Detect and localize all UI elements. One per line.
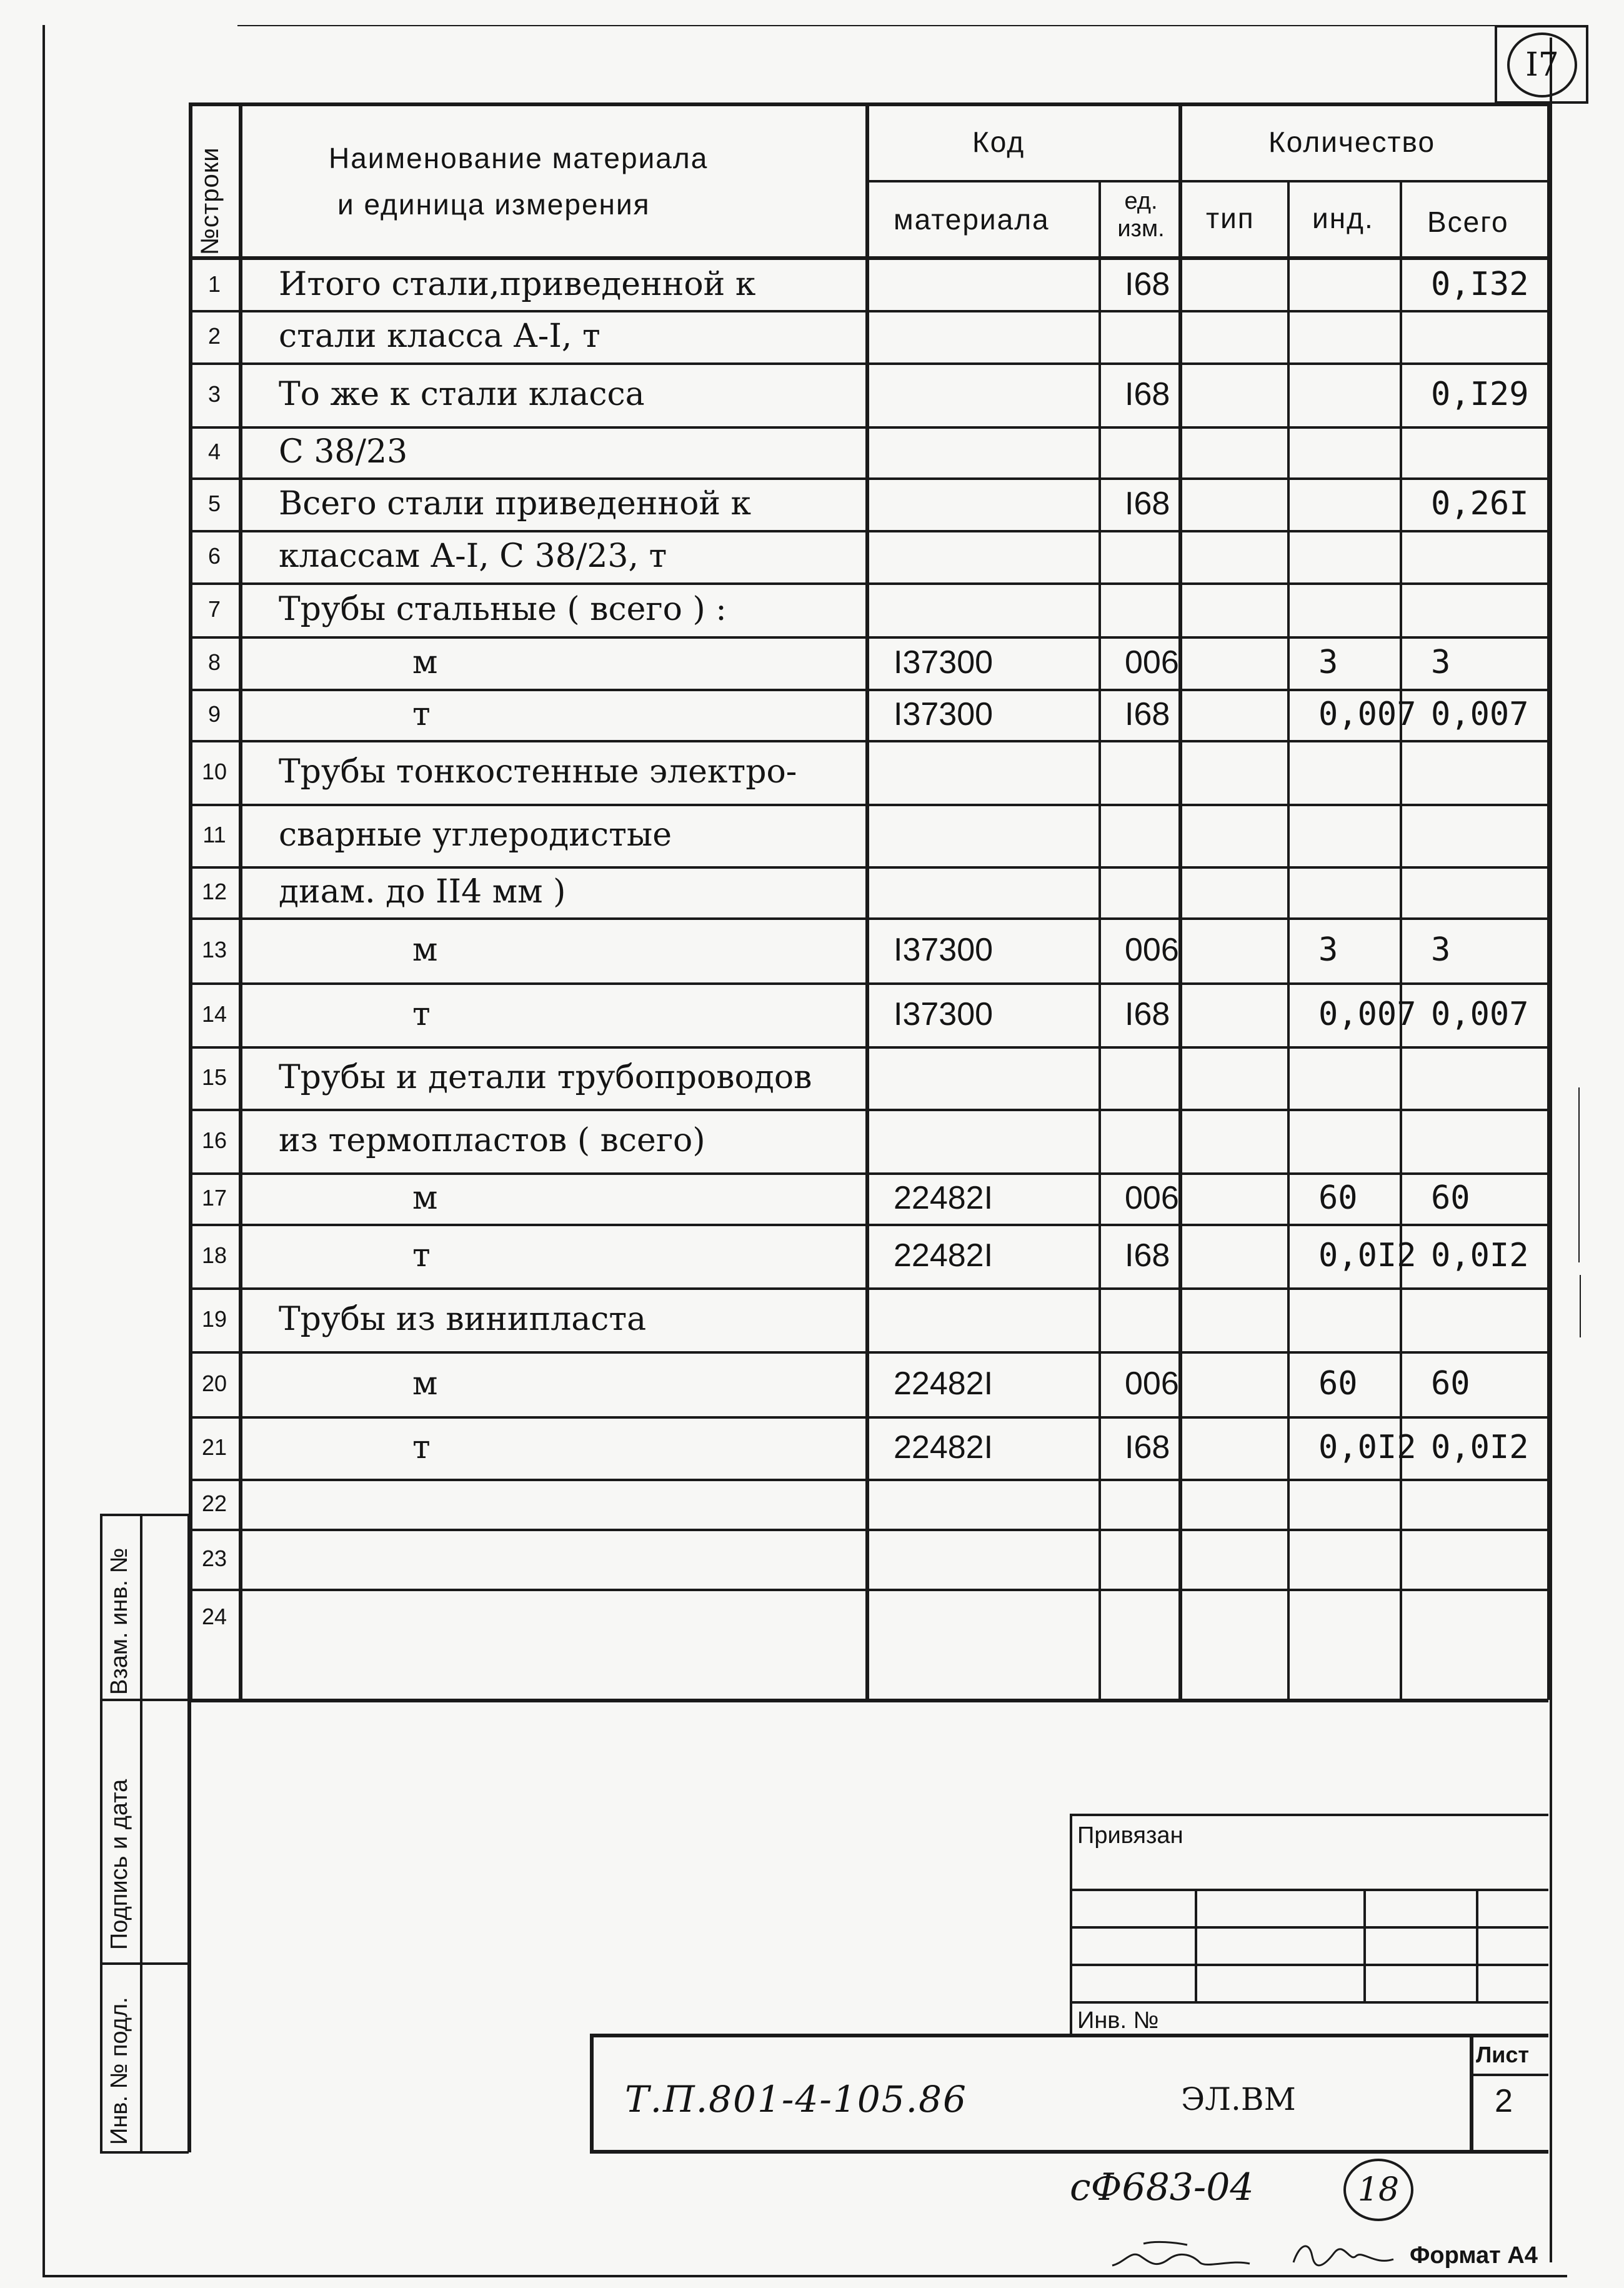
row-total: 3	[1431, 931, 1451, 969]
title-inv-no: Инв. №	[1077, 2007, 1159, 2034]
bottom-border	[42, 2275, 1567, 2277]
row-code: I37300	[894, 996, 994, 1032]
title-privyazan-top	[1070, 1814, 1548, 1816]
row-code: 22482I	[894, 1429, 994, 1466]
row-number: 9	[207, 701, 221, 727]
title-sheet-mid	[1470, 2074, 1548, 2076]
row-name: стали класса А-I, т	[279, 317, 600, 355]
footer-archive-code: сФ683-04	[1070, 2166, 1254, 2209]
row-number: 23	[201, 1546, 227, 1571]
row-separator	[189, 1287, 1548, 1290]
row-name: т	[412, 1429, 431, 1466]
row-total: 3	[1431, 644, 1451, 681]
title-main-bottom	[590, 2150, 1548, 2154]
row-name: Трубы стальные ( всего ) :	[279, 591, 727, 628]
title-mark: ЭЛ.ВМ	[1181, 2081, 1296, 2117]
row-separator	[189, 804, 1548, 806]
row-number: 21	[201, 1434, 227, 1460]
title-main-top	[590, 2034, 1548, 2037]
header-name-line1: Наименование материала	[329, 142, 709, 174]
row-number: 14	[201, 1001, 227, 1027]
title-grid-v2	[1363, 1889, 1366, 2001]
row-separator	[189, 917, 1548, 920]
row-ind: 3	[1318, 931, 1338, 969]
title-grid-v1	[1195, 1889, 1197, 2001]
row-separator	[189, 530, 1548, 532]
row-total: 0,007	[1431, 996, 1529, 1033]
row-number: 6	[207, 543, 221, 569]
row-name: диам. до II4 мм )	[279, 873, 566, 911]
title-grid-v3	[1476, 1889, 1478, 2001]
title-sheet-left	[1470, 2034, 1473, 2152]
row-total: 0,0I2	[1431, 1237, 1529, 1274]
table-right-line	[1547, 102, 1551, 1700]
header-row-no: №строки	[196, 147, 224, 255]
row-separator	[189, 1416, 1548, 1419]
row-separator	[189, 310, 1548, 312]
side-stamp-inv-podl: Инв. № подл.	[106, 1997, 132, 2145]
col-type-line	[1287, 180, 1290, 1700]
row-number: 4	[207, 439, 221, 464]
row-total: 60	[1431, 1179, 1470, 1217]
row-name: м	[412, 1179, 438, 1217]
row-separator	[189, 1589, 1548, 1591]
header-code: Код	[972, 126, 1025, 158]
row-name: Трубы тонкостенные электро-	[279, 753, 797, 791]
sheet-marker-circle	[1507, 32, 1577, 97]
row-number: 24	[201, 1604, 227, 1629]
row-separator	[189, 636, 1548, 639]
title-main-left	[590, 2034, 594, 2152]
row-name: Трубы из винипласта	[279, 1301, 647, 1338]
row-number: 3	[207, 381, 221, 407]
side-stamp-right	[187, 1514, 191, 2152]
row-number: 11	[202, 822, 226, 847]
side-stamp-inner	[140, 1514, 142, 2152]
side-stamp-div2	[100, 1962, 189, 1965]
signature-1	[1106, 2231, 1268, 2275]
title-privyazan: Привязан	[1077, 1822, 1183, 1849]
top-border	[237, 25, 1550, 26]
row-unit: 006	[1125, 1366, 1179, 1402]
row-ind: 60	[1318, 1365, 1358, 1402]
row-name: классам А-I, С 38/23, т	[279, 537, 667, 575]
row-ind: 0,0I2	[1318, 1237, 1417, 1274]
row-name: С 38/23	[279, 433, 408, 471]
row-total: 0,007	[1431, 696, 1529, 733]
title-doc-code: Т.П.801-4-105.86	[625, 2078, 967, 2121]
col-ind-line	[1400, 180, 1402, 1700]
title-sheet-no: 2	[1495, 2083, 1513, 2119]
row-number: 20	[201, 1371, 227, 1396]
row-name: т	[412, 996, 431, 1033]
row-total: 0,I32	[1431, 266, 1529, 303]
row-unit: I68	[1125, 266, 1170, 302]
row-number: 19	[201, 1306, 227, 1332]
row-number: 13	[201, 937, 227, 962]
row-unit: I68	[1125, 1237, 1170, 1274]
sheet-marker: I7	[1525, 46, 1559, 84]
col-code-line	[1098, 180, 1101, 1700]
title-sheet-label: Лист	[1476, 2042, 1530, 2067]
footer-page-circle	[1343, 2159, 1413, 2221]
side-stamp-top	[100, 1514, 189, 1516]
header-code-material: материала	[894, 203, 1050, 236]
row-number: 7	[207, 596, 221, 622]
row-unit: I68	[1125, 1429, 1170, 1466]
row-separator	[189, 866, 1548, 869]
row-number: 16	[201, 1127, 227, 1153]
row-ind: 3	[1318, 644, 1338, 681]
header-qty-ind: инд.	[1312, 202, 1374, 234]
signature-2	[1287, 2231, 1400, 2275]
side-stamp-left	[100, 1514, 102, 2152]
margin-mark-2	[1580, 1275, 1581, 1337]
header-name-line2: и единица измерения	[337, 188, 650, 221]
row-separator	[189, 740, 1548, 742]
row-unit: I68	[1125, 486, 1170, 522]
row-number: 5	[207, 491, 221, 516]
row-code: I37300	[894, 644, 994, 681]
row-ind: 0,0I2	[1318, 1429, 1417, 1466]
row-number: 8	[207, 649, 221, 675]
row-unit: I68	[1125, 696, 1170, 732]
row-number: 10	[201, 759, 227, 784]
row-name: То же к стали класса	[279, 376, 645, 413]
col-name-line	[865, 102, 869, 1700]
row-number: 1	[207, 271, 221, 297]
row-unit: 006	[1125, 644, 1179, 681]
row-total: 0,I29	[1431, 376, 1529, 413]
row-separator	[189, 362, 1548, 365]
row-unit: I68	[1125, 996, 1170, 1032]
col-unit-line	[1178, 102, 1182, 1700]
row-number: 2	[207, 323, 221, 349]
row-code: 22482I	[894, 1237, 994, 1274]
row-total: 0,26I	[1431, 485, 1529, 522]
row-name: т	[412, 696, 431, 733]
side-stamp-vzam-inv: Взам. инв. №	[106, 1547, 132, 1695]
row-separator	[189, 1351, 1548, 1354]
row-name: Итого стали,приведенной к	[279, 266, 756, 303]
row-name: т	[412, 1237, 431, 1274]
col-num-line	[239, 102, 242, 1700]
row-number: 22	[201, 1491, 227, 1516]
row-unit: 006	[1125, 932, 1179, 968]
row-name: м	[412, 931, 438, 969]
row-unit: 006	[1125, 1180, 1179, 1216]
header-subline	[865, 180, 1548, 182]
row-separator	[189, 426, 1548, 429]
row-separator	[189, 582, 1548, 585]
row-name: Трубы и детали трубопроводов	[279, 1059, 812, 1096]
side-stamp-bottom	[100, 2151, 189, 2154]
row-code: 22482I	[894, 1180, 994, 1216]
header-quantity: Количество	[1268, 126, 1436, 158]
row-number: 15	[201, 1064, 227, 1090]
row-name: из термопластов ( всего)	[279, 1122, 705, 1159]
header-qty-type: тип	[1206, 202, 1255, 234]
row-number: 12	[201, 879, 227, 904]
row-total: 0,0I2	[1431, 1429, 1529, 1466]
margin-mark-1	[1578, 1087, 1580, 1262]
footer-format: Формат А4	[1410, 2242, 1538, 2269]
row-unit: I68	[1125, 376, 1170, 412]
row-separator	[189, 1529, 1548, 1531]
row-separator	[189, 982, 1548, 985]
row-separator	[189, 1479, 1548, 1481]
row-name: сварные углеродистые	[279, 816, 672, 854]
table-bottom-line	[189, 1699, 1548, 1702]
header-qty-total: Всего	[1427, 206, 1509, 238]
row-number: 17	[201, 1185, 227, 1211]
row-code: I37300	[894, 932, 994, 968]
title-grid-h4	[1070, 2001, 1548, 2004]
row-name: м	[412, 1365, 438, 1402]
row-separator	[189, 689, 1548, 691]
row-separator	[189, 477, 1548, 480]
header-code-unit: ед. изм.	[1117, 188, 1165, 242]
row-separator	[189, 1224, 1548, 1226]
row-ind: 0,007	[1318, 696, 1417, 733]
row-ind: 60	[1318, 1179, 1358, 1217]
row-number: 18	[201, 1242, 227, 1268]
row-total: 60	[1431, 1365, 1470, 1402]
row-separator	[189, 1109, 1548, 1111]
row-separator	[189, 1046, 1548, 1049]
row-ind: 0,007	[1318, 996, 1417, 1033]
row-code: 22482I	[894, 1366, 994, 1402]
footer-page-no: 18	[1357, 2171, 1400, 2209]
row-name: м	[412, 644, 438, 681]
side-stamp-podpis-data: Подпись и дата	[106, 1779, 132, 1950]
row-separator	[189, 1172, 1548, 1175]
side-stamp-div1	[100, 1699, 189, 1701]
left-border	[42, 25, 45, 2275]
row-name: Всего стали приведенной к	[279, 485, 752, 522]
row-code: I37300	[894, 696, 994, 732]
